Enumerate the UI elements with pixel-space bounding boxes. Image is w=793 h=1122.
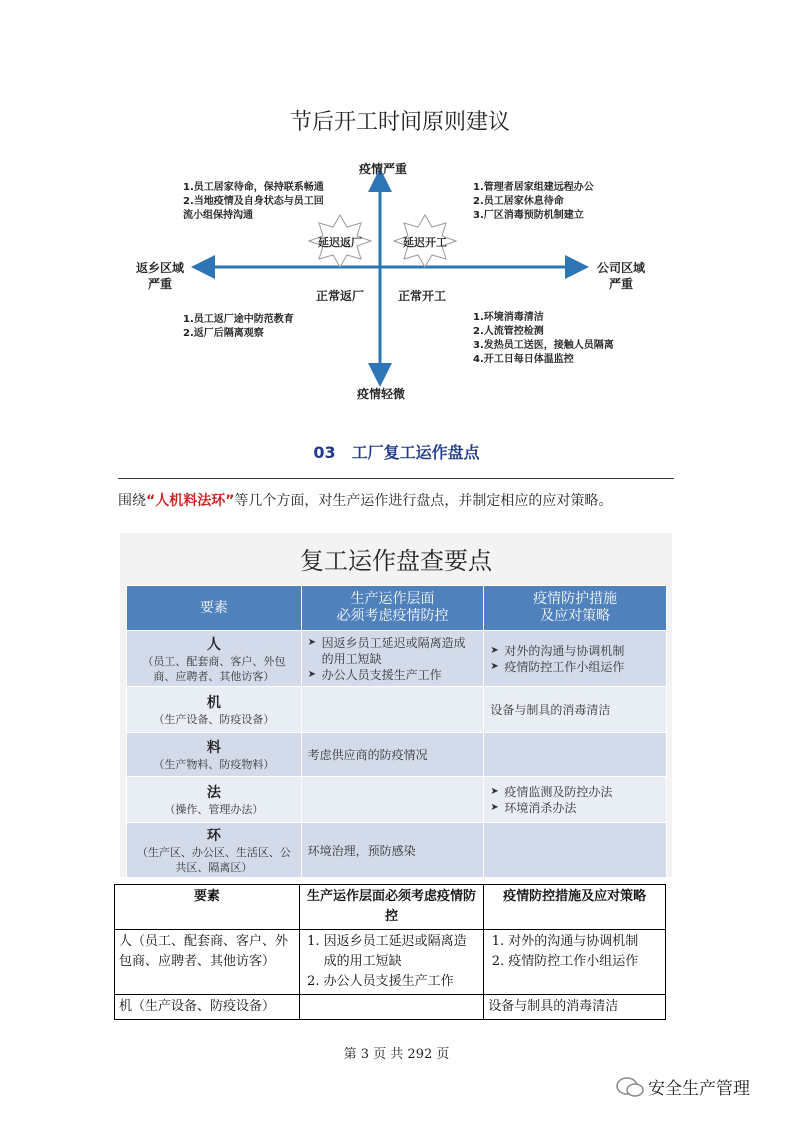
badge-left: 延迟返厂 xyxy=(318,236,362,249)
right-label-sub: 严重 xyxy=(608,277,633,291)
table-row: 环 （生产区、办公区、生活区、公共区、隔离区） 环境治理，预防感染 xyxy=(127,823,667,878)
badge-right: 延迟开工 xyxy=(403,236,447,249)
section-title: 03 工厂复工运作盘点 xyxy=(313,443,480,462)
quadrant-bottom-left: 1.员工返厂途中防范教育 2.返厂后隔离观察 xyxy=(183,314,294,339)
section-divider xyxy=(118,478,674,479)
col-header: 疫情防控措施及应对策略 xyxy=(484,885,666,930)
table-row: 人 （员工、配套商、客户、外包商、应聘者、其他访客） ➤ 因返乡员工延迟或隔离造成的用工短缺 ➤ 办公人员支援生产工作 ➤ 对外的沟通与协调机制 ➤ 疫情防控工作小组运作 xyxy=(127,631,667,687)
checklist-table xyxy=(126,585,667,878)
table-row: 人（员工、配套商、客户、外包商、应聘者、其他访客） 1. 因返乡员工延迟或隔离造成的用工短缺 2. 办公人员支援生产工作 1. 对外的沟通与协调机制 2. 疫情防控工作小组运作 xyxy=(115,930,666,995)
top-label: 疫情严重 xyxy=(358,162,407,176)
bottom-label: 疫情轻微 xyxy=(356,387,405,401)
page-footer: 第 3 页 共 292 页 xyxy=(343,1047,450,1062)
quadrant-diagram xyxy=(125,95,675,410)
diagram-title: 节后开工时间原则建议 xyxy=(289,110,510,135)
col-header: 生产运作层面必须考虑疫情防控 xyxy=(299,885,484,930)
table-row: 机 （生产设备、防疫设备） 设备与制具的消毒清洁 xyxy=(127,687,667,733)
wechat-icon xyxy=(616,1076,644,1098)
table-row: 机（生产设备、防疫设备） 设备与制具的消毒清洁 xyxy=(115,995,666,1020)
col-header: 要素 xyxy=(127,586,302,631)
col-header: 生产运作层面 必须考虑疫情防控 xyxy=(301,586,484,631)
intro-paragraph: 围绕“人机料法环”等几个方面，对生产运作进行盘点，并制定相应的应对策略。 xyxy=(118,493,613,509)
checklist-table-image xyxy=(120,533,672,877)
normal-left: 正常返厂 xyxy=(315,289,364,303)
col-header: 要素 xyxy=(115,885,300,930)
checklist-title: 复工运作盘查要点 xyxy=(300,547,492,575)
left-label: 返乡区域 xyxy=(135,261,184,275)
left-label-sub: 严重 xyxy=(147,277,172,291)
right-label: 公司区域 xyxy=(596,261,645,275)
quadrant-top-right: 1.管理者居家组建远程办公 2.员工居家休息待命 3.厂区消毒预防机制建立 xyxy=(473,182,594,221)
table-row: 料 （生产物料、防疫物料） 考虑供应商的防疫情况 xyxy=(127,733,667,777)
normal-right: 正常开工 xyxy=(397,289,446,303)
quadrant-bottom-right: 1.环境消毒清洁 2.人流管控检测 3.发热员工送医，接触人员隔离 4.开工日每日体温监控 xyxy=(473,312,614,365)
quadrant-top-left: 1.员工居家待命，保持联系畅通 2.当地疫情及自身状态与员工回 流小组保持沟通 xyxy=(183,182,324,221)
table-row: 法 （操作、管理办法） ➤ 疫情监测及防控办法 ➤ 环境消杀办法 xyxy=(127,777,667,823)
brand-name: 安全生产管理 xyxy=(648,1079,750,1099)
plain-table xyxy=(114,884,666,1020)
col-header: 疫情防护措施 及应对策略 xyxy=(484,586,667,631)
